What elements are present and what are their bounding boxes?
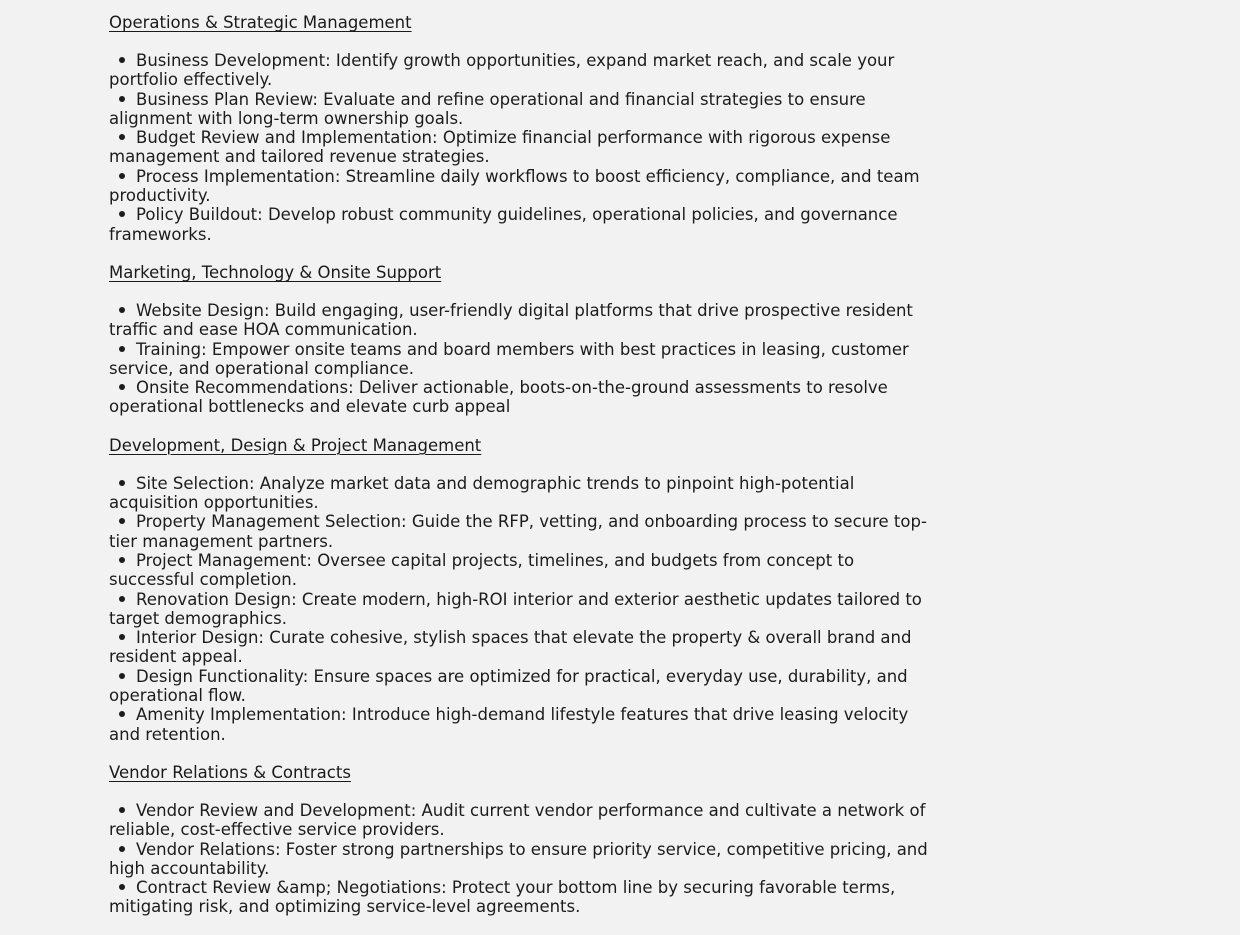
bullet-icon [119,51,136,70]
section-heading: Operations & Strategic Management [109,13,412,32]
list-item: Interior Design: Curate cohesive, stylish spaces that elevate the property & overall brand and resident appeal. [109,628,912,667]
document-body [109,12,929,935]
bullet-icon [119,90,136,109]
bullet-icon [119,474,136,493]
bullet-icon [119,801,136,820]
list-item: Project Management: Oversee capital projects, timelines, and budgets from concept to successful completion. [109,550,855,590]
section-heading: Marketing, Technology & Onsite Support [109,262,442,282]
list-item: Business Plan Review: Evaluate and refine operational and financial strategies to ensure alignment with long-term ownership goals. [109,89,866,128]
section-heading: Development, Design & Project Management [109,435,482,455]
bullet-icon [119,301,136,320]
list-item: Process Implementation: Streamline daily workflows to boost efficiency, compliance, and team productivity. [109,166,920,206]
section-marketing [109,262,929,417]
section-vendor [109,762,929,917]
list-item: Renovation Design: Create modern, high-ROI interior and exterior aesthetic updates tailored to target demographics. [109,589,922,628]
bullet-icon [119,878,136,897]
list-item: Onsite Recommendations: Deliver actionable, boots-on-the-ground assessments to resolve operational bottlenecks and elevate curb appeal [109,378,888,417]
list-item: Site Selection: Analyze market data and demographic trends to pinpoint high-potential acquisition opportunities. [109,473,855,513]
bullet-icon [119,340,136,359]
bullet-icon [119,705,136,724]
bullet-icon [119,167,136,186]
list-item: Training: Empower onsite teams and board members with best practices in leasing, customer service, and operational compliance. [109,339,909,378]
list-item: Contract Review &amp; Negotiations: Protect your bottom line by securing favorable terms, mitigating risk, and optimizing service-level agreements. [109,878,896,917]
list-item: Property Management Selection: Guide the RFP, vetting, and onboarding process to secure top-tier management partners. [109,512,927,551]
list-item: Business Development: Identify growth opportunities, expand market reach, and scale your portfolio effectively. [109,51,895,90]
list-item: Policy Buildout: Develop robust community guidelines, operational policies, and governance frameworks. [109,205,898,244]
bullet-icon [119,667,136,686]
bullet-icon [119,128,136,147]
section-operations [109,12,929,244]
bullet-icon [119,512,136,531]
list-item: Vendor Review and Development: Audit current vendor performance and cultivate a network of reliable, cost-effective service providers. [109,800,926,840]
section-heading: Vendor Relations & Contracts [109,762,351,782]
bullet-icon [119,628,136,647]
list-item: Design Functionality: Ensure spaces are optimized for practical, everyday use, durability, and operational flow. [109,666,908,706]
section-development [109,435,929,744]
list-item: Website Design: Build engaging, user-friendly digital platforms that drive prospective resident traffic and ease HOA communication. [109,300,913,340]
list-item: Budget Review and Implementation: Optimize financial performance with rigorous expense management and tailored revenue strategies. [109,128,891,167]
bullet-icon [119,378,136,397]
list-item: Amenity Implementation: Introduce high-demand lifestyle features that drive leasing velocity and retention. [109,705,909,744]
list-item: Vendor Relations: Foster strong partnerships to ensure priority service, competitive pricing, and high accountability. [109,839,928,878]
bullet-icon [119,840,136,859]
bullet-icon [119,551,136,570]
bullet-icon [119,590,136,609]
bullet-icon [119,205,136,224]
